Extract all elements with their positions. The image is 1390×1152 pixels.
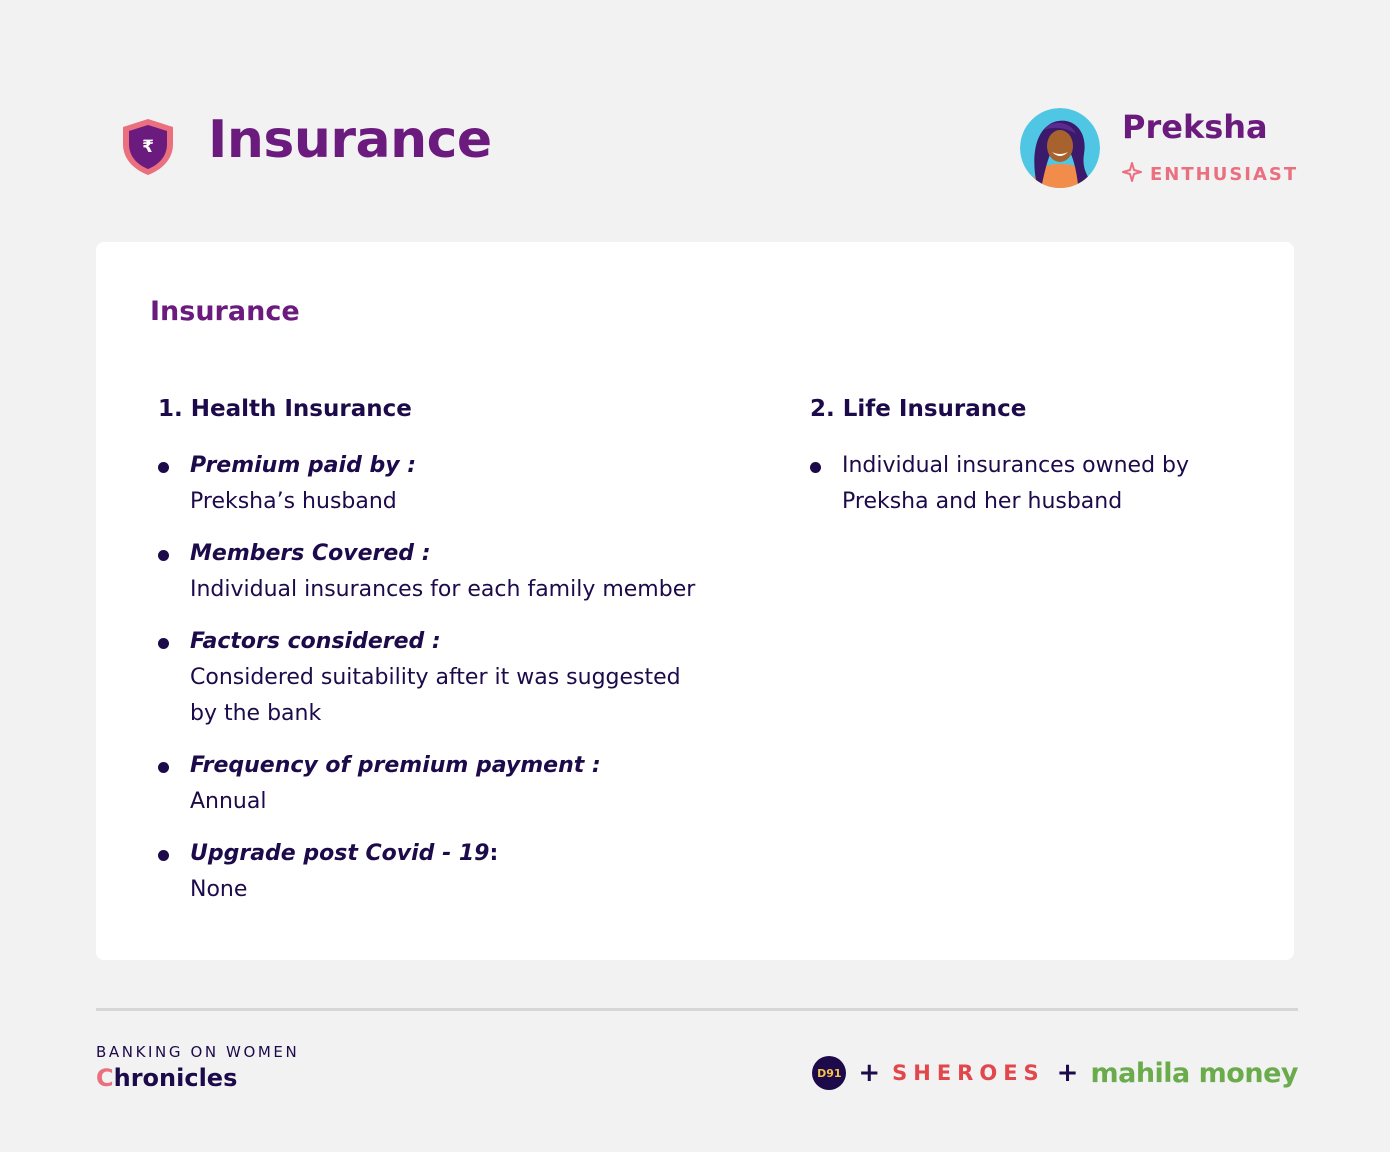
footer-divider [96,1008,1298,1011]
list-item [158,748,758,820]
mahila-money-logo: mahila money [1090,1057,1298,1089]
insurance-card [96,242,1294,960]
list-item [158,448,758,520]
bullet-icon [158,850,169,861]
item-label-suffix: : [489,841,499,866]
health-insurance-column [158,392,758,924]
item-label-text: Upgrade post Covid - 19 [190,841,490,866]
shield-rupee-icon [118,116,178,178]
d91-logo: D91 [812,1056,846,1090]
page-title: Insurance [208,110,492,170]
sparkle-icon [1122,162,1142,187]
avatar [1020,108,1100,188]
partner-logos [812,1056,1298,1090]
card-title: Insurance [150,296,300,327]
svg-text:₹: ₹ [142,137,154,157]
brand-name [96,1064,237,1092]
item-label: Premium paid by : [190,453,417,478]
brand-first-letter: C [96,1064,114,1092]
item-label: Factors considered : [190,629,441,654]
bullet-icon [158,462,169,473]
life-insurance-column [810,392,1250,536]
item-label: Members Covered : [190,541,431,566]
item-value: Annual [190,789,267,814]
item-value: Individual insurances for each family member [190,577,696,602]
item-value: None [190,877,248,902]
list-item [810,448,1250,520]
bullet-icon [158,550,169,561]
list-item [158,836,758,908]
brand-tagline: BANKING ON WOMEN [96,1043,300,1061]
persona-tag [1122,162,1298,186]
brand-rest: hronicles [113,1064,238,1092]
plus-sign: + [858,1058,881,1088]
item-value: Individual insurances owned by Preksha and her husband [842,453,1190,514]
bullet-icon [810,462,821,473]
item-value: Considered suitability after it was suggested by the bank [190,665,681,726]
list-item [158,624,758,732]
bullet-icon [158,638,169,649]
bullet-icon [158,762,169,773]
item-value: Preksha’s husband [190,489,397,514]
item-label [190,836,758,872]
list-item [158,536,758,608]
plus-sign: + [1056,1058,1079,1088]
persona-name: Preksha [1122,108,1268,146]
sheroes-logo: SHEROES [892,1061,1045,1085]
item-label: Frequency of premium payment : [190,753,601,778]
persona-tag-label: ENTHUSIAST [1150,163,1299,185]
column-heading: 1. Health Insurance [158,396,412,422]
column-heading: 2. Life Insurance [810,396,1027,422]
